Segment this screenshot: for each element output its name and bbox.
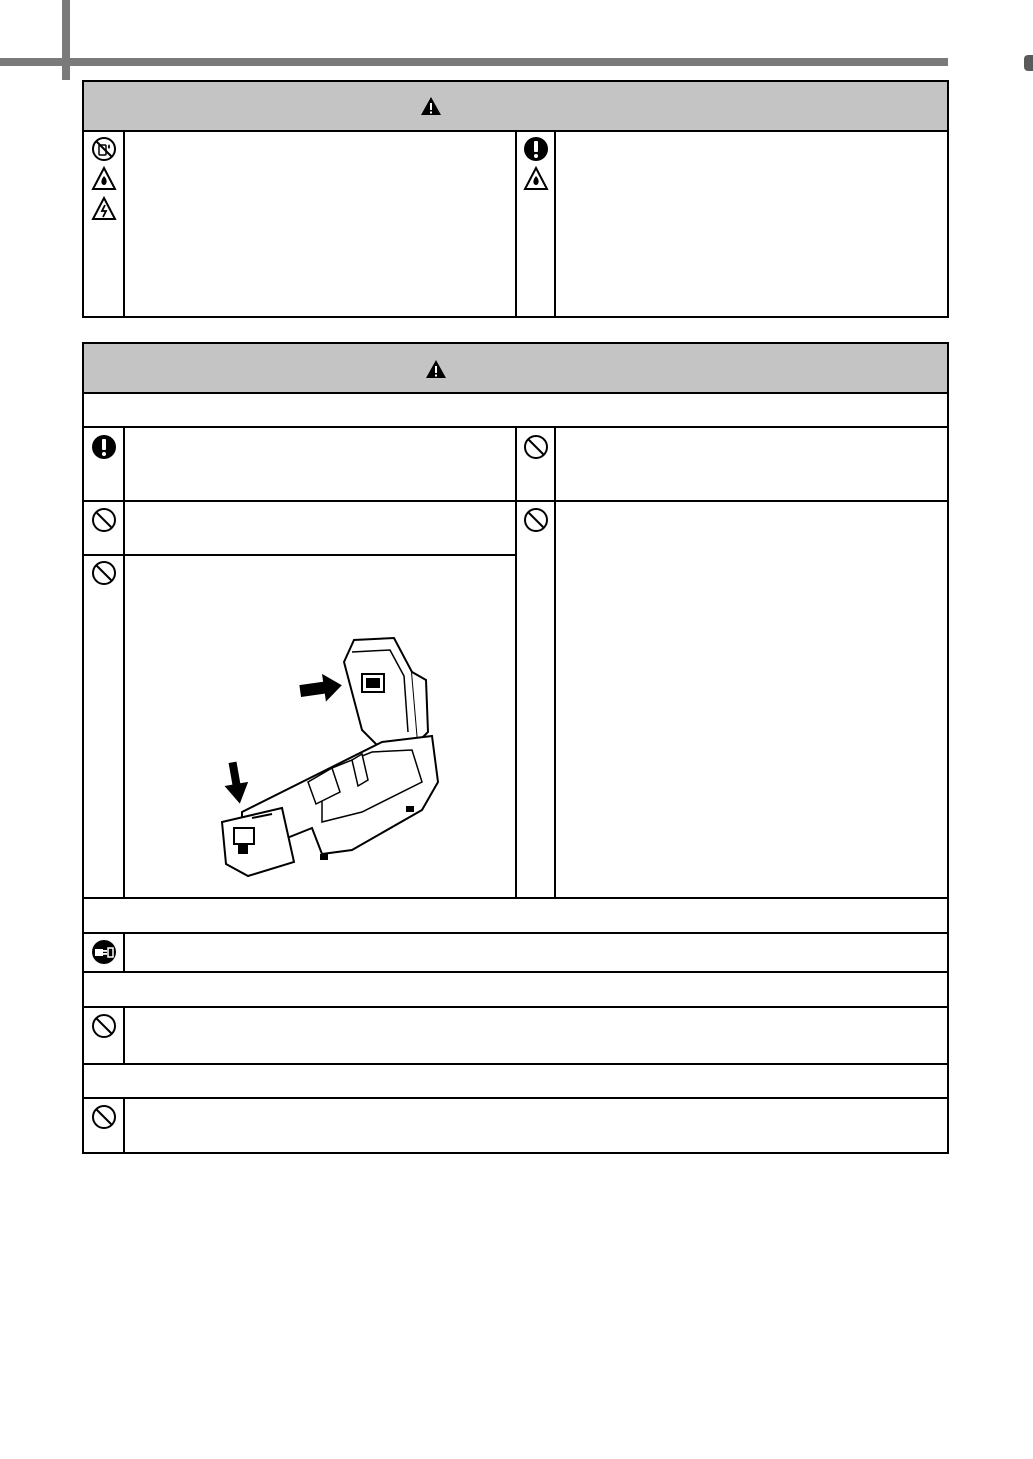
prohibition-icon [91,1013,117,1039]
col-divider [123,428,125,897]
mandatory-action-icon [523,136,549,162]
top-vertical-rule [62,0,70,80]
row-rule [84,554,517,556]
prohibition-icon [523,507,549,533]
prohibition-icon [523,434,549,460]
page-edge-mark [1024,55,1033,71]
prohibition-icon [91,1104,117,1130]
row-rule [84,1006,947,1008]
warning-header [84,82,947,132]
caution-header [84,344,947,394]
mandatory-action-icon [91,434,117,460]
warning-block [82,80,949,318]
row-rule [84,897,947,899]
prohibition-icon [91,560,117,586]
col-divider [515,428,517,897]
row-rule [84,971,947,973]
top-horizontal-rule [0,58,948,66]
fire-hazard-icon [91,166,117,192]
no-water-spray-icon [91,136,117,162]
col-divider [123,132,125,318]
unplug-power-icon [91,939,117,965]
warning-triangle-icon [425,359,447,379]
row-rule [84,1097,947,1099]
printer-open-cover-illustration [212,632,452,882]
col-divider [554,428,556,897]
row-rule [84,1063,947,1065]
electric-shock-icon [91,196,117,222]
col-divider [554,132,556,318]
warning-triangle-icon [420,96,442,116]
caution-block [82,342,949,1154]
col-divider [515,132,517,318]
col-divider [123,1008,125,1063]
col-divider [123,1099,125,1154]
fire-hazard-icon [523,166,549,192]
row-rule [84,932,947,934]
col-divider [123,934,125,971]
prohibition-icon [91,507,117,533]
